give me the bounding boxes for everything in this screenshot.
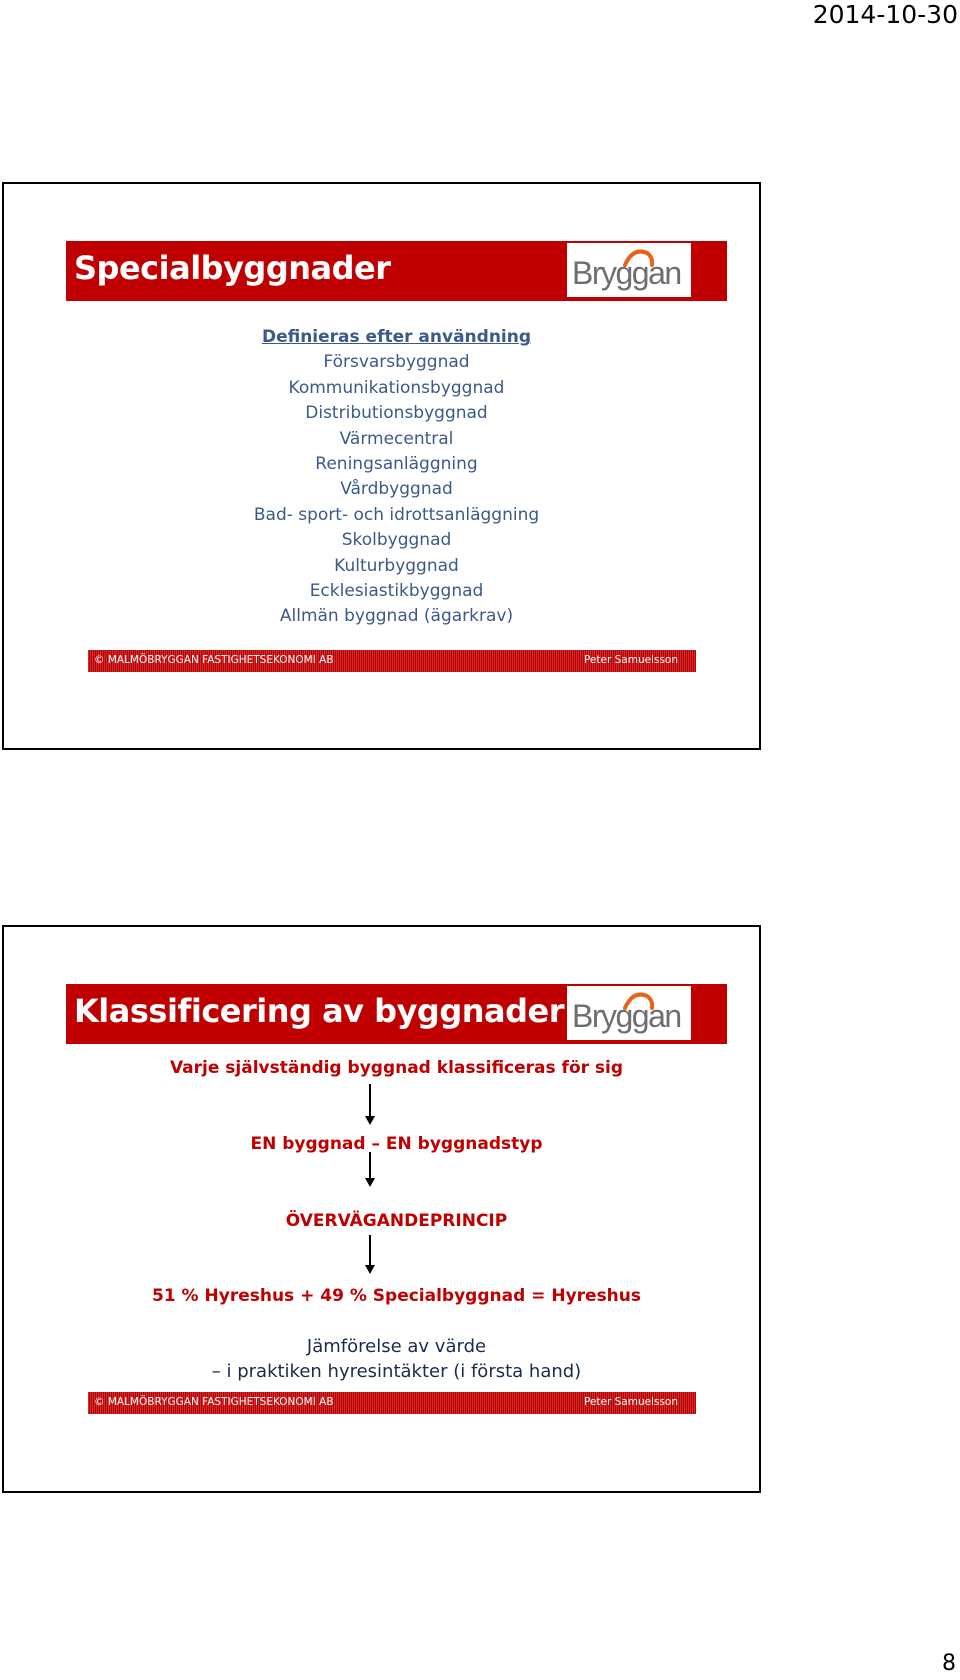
list-item: Skolbyggnad [341, 530, 452, 551]
usage-list [66, 325, 727, 630]
slide-footer [88, 1392, 696, 1414]
list-item: Försvarsbyggnad [323, 352, 470, 373]
page-number: 8 [942, 1651, 956, 1676]
logo-text: Bryggan [572, 255, 681, 291]
arrow-down-icon [364, 1152, 376, 1188]
bryggan-logo [567, 986, 691, 1040]
list-heading: Definieras efter användning [261, 327, 532, 347]
slide-klassificering [2, 925, 761, 1493]
slide-specialbyggnader [2, 182, 761, 750]
list-item: Kulturbyggnad [334, 555, 459, 576]
list-item: Vårdbyggnad [340, 479, 453, 500]
slide-footer [88, 650, 696, 672]
list-item: Bad- sport- och idrottsanläggning [253, 504, 540, 525]
list-item: Ecklesiastikbyggnad [309, 581, 484, 602]
note-line-1: Jämförelse av värde [306, 1336, 487, 1357]
flow-step-1: Varje självständig byggnad klassificeras för sig [169, 1058, 624, 1078]
footer-copyright: © MALMÖBRYGGAN FASTIGHETSEKONOMI AB [94, 654, 334, 666]
slide-title-bar [66, 984, 727, 1044]
page-date: 2014-10-30 [812, 0, 958, 29]
footer-author: Peter Samuelsson [583, 654, 678, 666]
slide-title: Klassificering av byggnader [74, 992, 564, 1030]
list-item: Värmecentral [339, 428, 454, 449]
bryggan-logo [567, 243, 691, 297]
list-item: Allmän byggnad (ägarkrav) [279, 606, 514, 627]
flow-step-4: 51 % Hyreshus + 49 % Specialbyggnad = Hyreshus [151, 1286, 642, 1306]
list-item: Distributionsbyggnad [305, 403, 488, 424]
note-line-2: – i praktiken hyresintäkter (i första hand) [211, 1361, 582, 1382]
list-item: Kommunikationsbyggnad [288, 377, 505, 398]
list-item: Reningsanläggning [315, 454, 478, 475]
arrow-down-icon [364, 1084, 376, 1126]
footer-copyright: © MALMÖBRYGGAN FASTIGHETSEKONOMI AB [94, 1396, 334, 1408]
slide-title-bar [66, 241, 727, 301]
logo-text: Bryggan [572, 998, 681, 1034]
flow-step-2: EN byggnad – EN byggnadstyp [250, 1134, 543, 1154]
slide-title: Specialbyggnader [74, 249, 391, 287]
arrow-down-icon [364, 1235, 376, 1275]
footer-author: Peter Samuelsson [583, 1396, 678, 1408]
flow-step-3: ÖVERVÄGANDEPRINCIP [285, 1211, 508, 1231]
